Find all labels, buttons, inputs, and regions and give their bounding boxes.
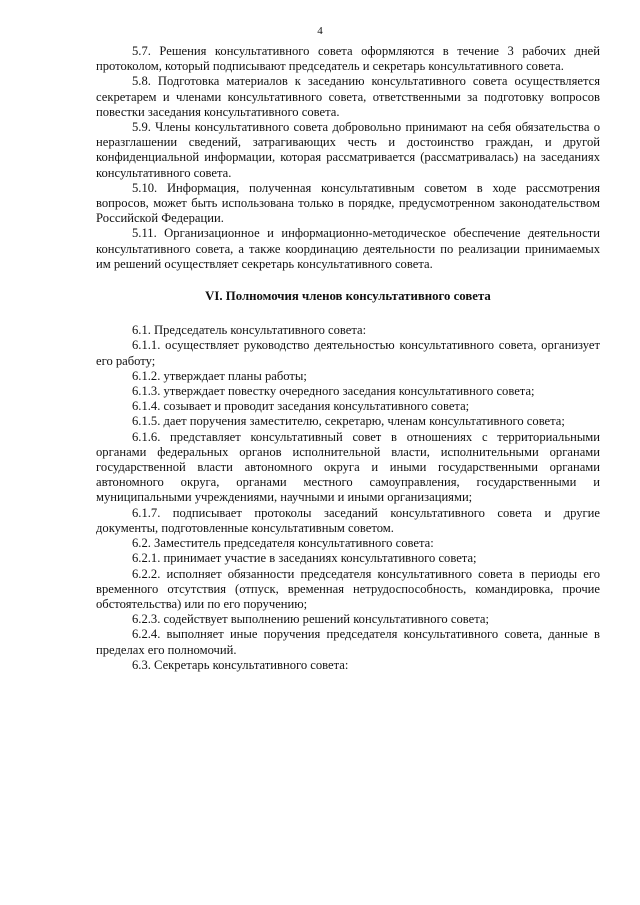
paragraph-6-1-6: 6.1.6. представляет консультативный совет в отношениях с территориальными органами федеральных органов исполнительной власти, исполнительными органами государственной власти автономного округа и иными государственными органами автономного округа, органами местного самоуправления, государственными и муниципальными учреждениями, научными и иными организациями; [96,429,600,505]
paragraph-6-3: 6.3. Секретарь консультативного совета: [132,657,349,672]
paragraph-6-1-5: 6.1.5. дает поручения заместителю, секретарю, членам консультативного совета; [132,414,565,429]
paragraph-6-2-1: 6.2.1. принимает участие в заседаниях консультативного совета; [132,551,477,566]
paragraph-5-10: 5.10. Информация, полученная консультативным советом в ходе рассмотрения вопросов, может быть использована только в порядке, предусмотренном законодательством Российской Федерации. [96,180,600,226]
paragraph-6-2-4: 6.2.4. выполняет иные поручения председателя консультативного совета, данные в пределах его полномочий. [96,627,600,657]
paragraph-6-2-3: 6.2.3. содействует выполнению решений консультативного совета; [132,612,489,627]
document-body [96,44,600,673]
paragraph-6-1-2: 6.1.2. утверждает планы работы; [132,368,307,383]
paragraph-5-8: 5.8. Подготовка материалов к заседанию консультативного совета осуществляется секретарем и членами консультативного совета, ответственными за подготовку вопросов повестки заседания консультативного совета. [96,74,600,119]
paragraph-6-1: 6.1. Председатель консультативного совета: [132,323,367,338]
paragraph-5-7: 5.7. Решения консультативного совета оформляются в течение 3 рабочих дней протоколом, который подписывают председатель и секретарь консультативного совета. [96,44,600,74]
paragraph-5-9: 5.9. Члены консультативного совета добровольно принимают на себя обязательства о неразглашении сведений, затрагивающих честь и достоинство граждан, и другой конфиденциальной информации, которая рассматривается (рассматривалась) на заседаниях консультативного совета. [96,120,600,180]
paragraph-6-1-7: 6.1.7. подписывает протоколы заседаний консультативного совета и другие документы, подготовленные консультативным советом. [96,505,600,535]
paragraph-6-2-2: 6.2.2. исполняет обязанности председателя консультативного совета в периоды его временного отсутствия (отпуск, временная нетрудоспособность, командировка, прочие обстоятельства) или по его поручению; [96,566,600,611]
page-number: 4 [317,25,323,37]
paragraph-6-2: 6.2. Заместитель председателя консультативного совета: [132,536,434,551]
paragraph-5-11: 5.11. Организационное и информационно-методическое обеспечение деятельности консультативного совета, а также координацию деятельности по реализации принимаемых им решений осуществляет секретарь консультативного совета. [96,226,600,271]
paragraph-6-1-4: 6.1.4. созывает и проводит заседания консультативного совета; [132,399,470,414]
paragraph-6-1-3: 6.1.3. утверждает повестку очередного заседания консультативного совета; [132,384,535,399]
section-heading: VI. Полномочия членов консультативного совета [205,289,491,304]
paragraph-6-1-1: 6.1.1. осуществляет руководство деятельностью консультативного совета, организует его работу; [96,338,600,368]
